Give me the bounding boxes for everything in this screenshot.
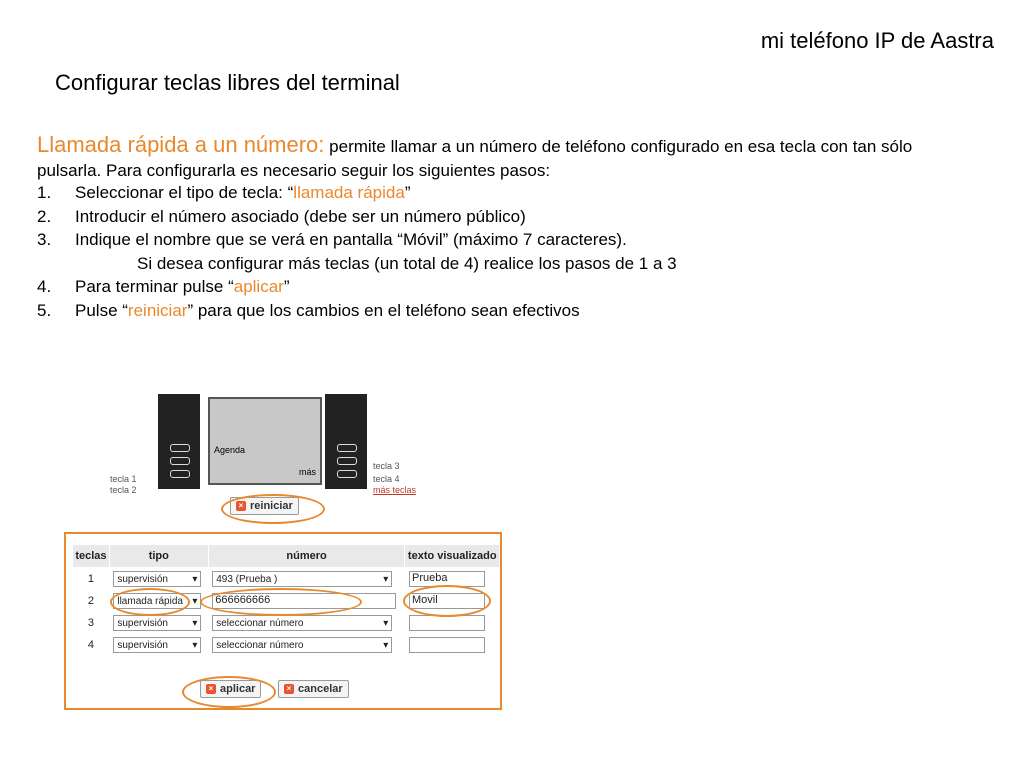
x-mark-icon: × — [236, 501, 246, 511]
col-header-number: número — [208, 545, 405, 568]
left-key-panel — [158, 394, 200, 489]
step-number: 4. — [37, 277, 52, 296]
step-item — [37, 275, 677, 299]
chevron-down-icon: ▾ — [383, 617, 389, 629]
steps-list — [37, 181, 677, 322]
step-item — [37, 299, 677, 323]
step-text: Introducir el número asociado (debe ser un número público) — [75, 206, 526, 226]
display-text-input[interactable] — [409, 615, 485, 631]
chevron-down-icon: ▾ — [192, 639, 198, 651]
chevron-down-icon: ▾ — [192, 595, 198, 607]
step-text: ” — [404, 183, 411, 202]
highlight-oval — [221, 494, 325, 524]
step-item — [37, 228, 677, 252]
key-label-2: tecla 2 — [110, 485, 137, 495]
x-mark-icon: × — [284, 684, 294, 694]
key-slot[interactable] — [337, 457, 357, 465]
step-highlight: reiniciar — [127, 300, 188, 320]
step-text: Seleccionar el tipo de tecla: “ — [75, 183, 294, 202]
number-select-value: seleccionar número — [216, 617, 304, 629]
display-text-input[interactable]: Prueba — [409, 571, 485, 587]
highlight-oval — [182, 676, 276, 708]
key-slot[interactable] — [170, 470, 190, 478]
highlight-oval — [200, 588, 362, 616]
key-slot[interactable] — [337, 470, 357, 478]
step-text: ” — [283, 277, 290, 296]
number-select[interactable] — [212, 571, 392, 587]
step-item — [37, 181, 677, 205]
type-select[interactable] — [113, 637, 201, 653]
key-label-4: tecla 4 — [373, 474, 400, 484]
intro-heading: Llamada rápida a un número: — [37, 132, 325, 157]
more-keys-link[interactable]: más teclas — [373, 485, 417, 495]
display-text-input[interactable] — [409, 637, 485, 653]
page-subtitle: Configurar teclas libres del terminal — [55, 70, 400, 95]
col-header-keys: teclas — [73, 545, 110, 568]
type-select-value: supervisión — [117, 573, 168, 585]
type-select[interactable] — [113, 571, 201, 587]
step-text: Indique el nombre que se verá en pantalla “Móvil” (máximo 7 caracteres). — [75, 230, 627, 249]
step-number: 5. — [37, 300, 52, 320]
key-label-3: tecla 3 — [373, 461, 400, 471]
number-input[interactable]: 666666666 — [212, 593, 396, 609]
chevron-down-icon: ▾ — [192, 617, 198, 629]
key-label-1: tecla 1 — [110, 474, 137, 484]
step-text: Pulse “ — [75, 300, 128, 320]
chevron-down-icon: ▾ — [383, 639, 389, 651]
brand-title: mi teléfono IP de Aastra — [760, 28, 994, 53]
phone-diagram — [108, 390, 428, 520]
step-highlight: aplicar — [233, 277, 284, 296]
apply-button-label: aplicar — [220, 683, 256, 695]
highlight-oval — [110, 588, 190, 616]
key-number: 3 — [87, 617, 94, 629]
step-text: ” para que los cambios en el teléfono sean efectivos — [187, 300, 580, 320]
right-key-panel — [325, 394, 367, 489]
step-highlight: llamada rápida — [293, 183, 405, 202]
type-select-value: supervisión — [117, 617, 168, 629]
step-number: 3. — [37, 230, 52, 249]
cancel-button[interactable] — [278, 680, 349, 698]
step-number: 2. — [37, 206, 52, 226]
key-config-panel — [64, 532, 502, 710]
key-number: 2 — [87, 595, 94, 607]
screen-more-label: más — [298, 467, 316, 477]
restart-button-label: reiniciar — [250, 500, 293, 512]
key-number: 1 — [87, 573, 94, 585]
display-text-input[interactable]: Movil — [409, 593, 485, 609]
col-header-type: tipo — [109, 545, 208, 568]
table-header-row — [73, 545, 500, 568]
key-slot[interactable] — [170, 457, 190, 465]
chevron-down-icon: ▾ — [192, 573, 198, 585]
chevron-down-icon: ▾ — [383, 573, 389, 585]
intro-text: permite llamar a un número de teléfono configurado en esa tecla con tan sólo pulsarla. Para configurarla es necesario seguir los siguientes pasos: — [37, 137, 913, 180]
type-select[interactable] — [113, 615, 201, 631]
number-select[interactable] — [212, 615, 392, 631]
cancel-button-label: cancelar — [298, 683, 343, 695]
key-number: 4 — [87, 639, 94, 651]
key-slot[interactable] — [170, 444, 190, 452]
highlight-oval — [403, 585, 491, 617]
key-slot[interactable] — [337, 444, 357, 452]
screen-agenda-label: Agenda — [214, 445, 246, 455]
step-note: Si desea configurar más teclas (un total de 4) realice los pasos de 1 a 3 — [137, 253, 677, 273]
col-header-display-text: texto visualizado — [405, 545, 500, 568]
type-select-value: supervisión — [117, 639, 168, 651]
step-number: 1. — [37, 183, 52, 202]
phone-screen — [208, 397, 322, 485]
number-select-value: seleccionar número — [216, 639, 304, 651]
x-mark-icon: × — [206, 684, 216, 694]
number-select-value: 493 (Prueba ) — [216, 573, 278, 585]
type-select-value: llamada rápida — [117, 595, 183, 607]
intro-paragraph — [37, 133, 957, 183]
table-row — [73, 634, 500, 656]
step-text: Para terminar pulse “ — [75, 277, 234, 296]
step-item — [37, 205, 677, 229]
number-select[interactable] — [212, 637, 392, 653]
